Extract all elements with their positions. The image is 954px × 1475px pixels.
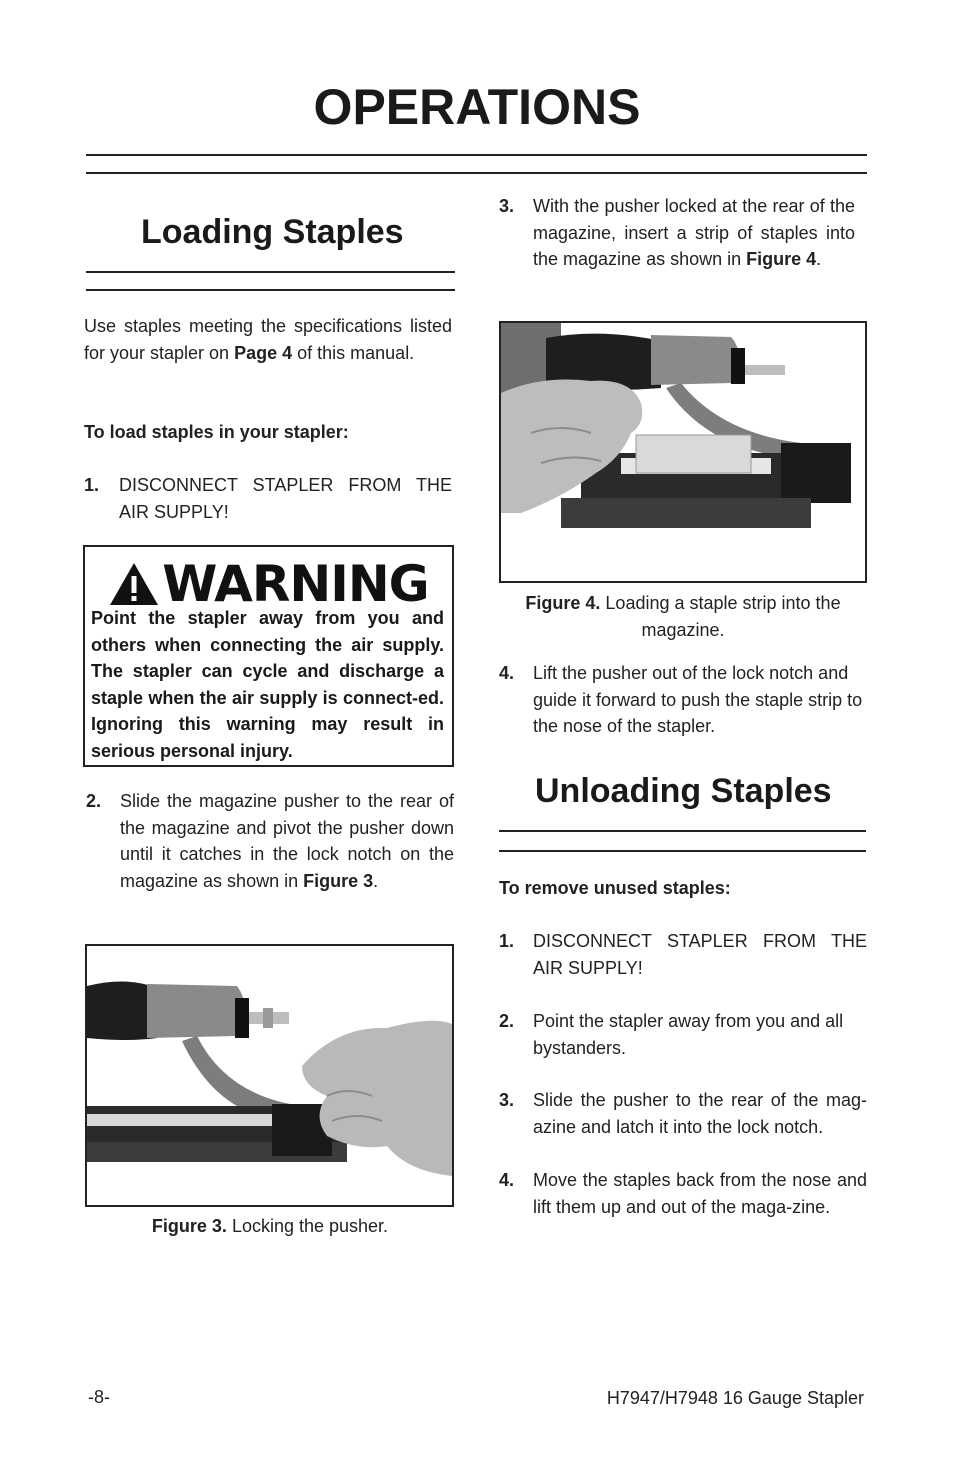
figure-4-caption [499,590,867,643]
footer-model: H7947/H7948 16 Gauge Stapler [606,1388,864,1408]
step-number: 2. [86,791,102,811]
title-rule-bottom [86,172,867,174]
page-title: OPERATIONS [313,79,641,135]
step-text: Lift the pusher out of the lock notch and guide it forward to push the staple strip to the nose of the stapler. [533,663,863,736]
step-number: 3. [499,1090,515,1110]
intro-text-end: of this manual. [292,342,415,363]
step-text-end: . [816,249,822,269]
unloading-staples-heading: Unloading Staples [535,772,832,810]
loading-rule-top [86,271,455,273]
unloading-subhead: To remove unused staples: [499,878,731,898]
step-text: Move the staples back from the nose and lift them up and out of the maga-zine. [533,1170,867,1217]
unloading-step-1 [499,928,867,981]
figure-4-caption-text: Loading a staple strip into the magazine. [600,593,841,640]
step-text-end: . [373,870,379,891]
loading-step-3 [499,193,855,273]
figure-ref: Figure 3 [303,870,374,891]
loading-intro [84,313,452,366]
unloading-rule-bottom [499,850,866,852]
step-number: 1. [84,475,100,495]
step-number: 2. [499,1011,515,1031]
warning-triangle-icon [108,561,160,607]
intro-page-ref: Page 4 [234,342,293,363]
step-text [120,788,454,894]
step-number: 3. [499,196,515,216]
unloading-step-2 [499,1008,867,1061]
figure-4-image [499,321,867,583]
unloading-step-3 [499,1087,867,1140]
title-rule-top [86,154,867,156]
intro-text-start: Use staples meeting the specifications listed for your stapler on [84,316,452,363]
loading-step-2 [86,788,454,894]
step-number: 4. [499,663,515,683]
figure-3-caption [86,1213,454,1240]
figure-3-image [85,944,454,1207]
step-text: Slide the pusher to the rear of the mag-azine and latch it into the lock notch. [533,1090,867,1137]
step-text [533,193,855,273]
figure-ref: Figure 4 [746,249,817,269]
step-text: DISCONNECT STAPLER FROM THE AIR SUPPLY! [533,931,867,978]
step-number: 1. [499,931,515,951]
warning-text: Point the stapler away from you and others when connecting the air supply. The stapler can cycle and discharge a staple when the air supply is connect-ed. Ignoring this warning may result in serious personal injury. [91,608,444,761]
loading-rule-bottom [86,289,455,291]
step-text: DISCONNECT STAPLER FROM THE AIR SUPPLY! [119,475,452,522]
loading-step-1 [84,472,452,525]
loading-staples-heading: Loading Staples [141,213,404,251]
warning-header [85,557,452,611]
page-number: -8- [88,1387,110,1407]
warning-label: WARNING [162,555,429,613]
figure-4-label: Figure 4. [525,593,601,613]
stapler-loading-photo [501,323,865,581]
unloading-step-4 [499,1167,867,1220]
unloading-rule-top [499,830,866,832]
warning-box [83,545,454,767]
stapler-pusher-photo [87,946,452,1205]
step-text-body: Slide the magazine pusher to the rear of the magazine and pivot the pusher down until it catches in the lock notch on the magazine as shown in [120,791,454,891]
step-number: 4. [499,1170,515,1190]
step-text-body: With the pusher locked at the rear of the magazine, insert a strip of staples into the magazine as shown in [533,196,855,269]
figure-3-label: Figure 3. [151,1216,227,1236]
loading-subhead: To load staples in your stapler: [84,422,349,442]
step-text: Point the stapler away from you and all bystanders. [533,1011,844,1058]
figure-3-caption-text: Locking the pusher. [226,1216,389,1236]
loading-step-4 [499,660,867,740]
